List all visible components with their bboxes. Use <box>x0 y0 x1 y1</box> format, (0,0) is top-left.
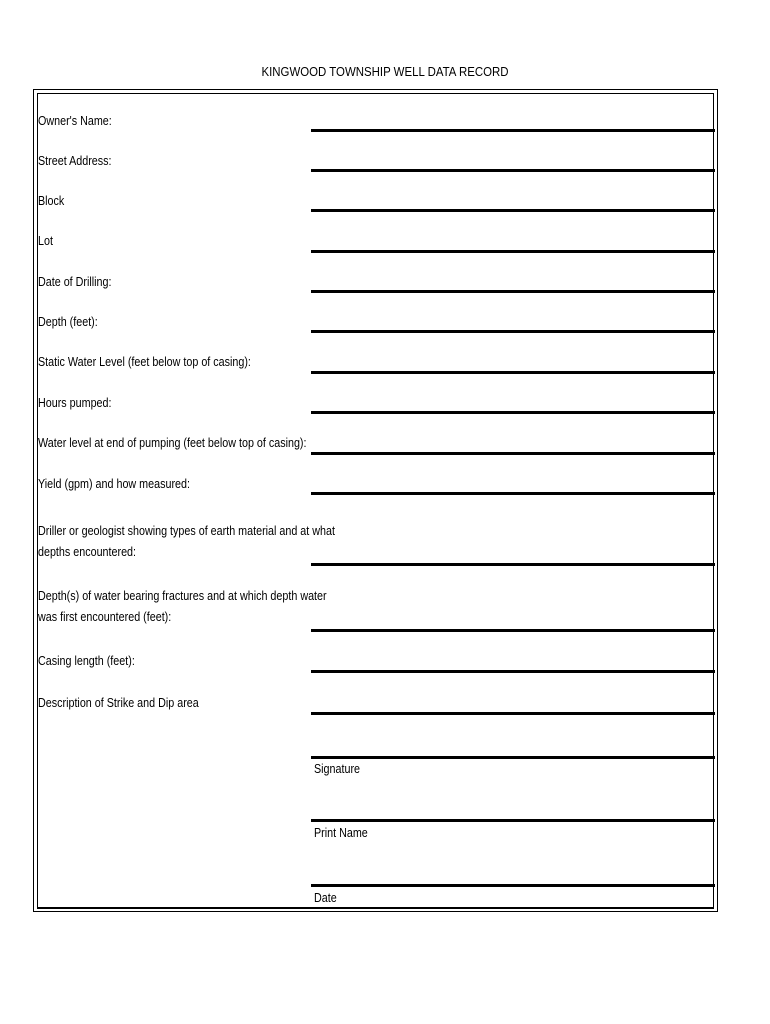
print-name-label: Print Name <box>314 826 368 840</box>
block-line[interactable] <box>311 209 715 212</box>
lot-line[interactable] <box>311 250 715 253</box>
owners-name-line[interactable] <box>311 129 715 132</box>
field-label-static-water-level: Static Water Level (feet below top of casing): <box>38 355 251 369</box>
form-bottom-divider <box>37 908 714 909</box>
signature-line[interactable] <box>311 756 715 759</box>
date-label: Date <box>314 891 337 905</box>
date-of-drilling-line[interactable] <box>311 290 715 293</box>
field-label-block: Block <box>38 194 65 208</box>
field-label-fractures-line1: Depth(s) of water bearing fractures and at which depth water <box>38 589 327 603</box>
static-water-level-line[interactable] <box>311 371 715 374</box>
field-label-strike-dip: Description of Strike and Dip area <box>38 696 199 710</box>
yield-line[interactable] <box>311 492 715 495</box>
field-label-fractures-line2: was first encountered (feet): <box>38 610 172 624</box>
field-label-owners-name: Owner's Name: <box>38 114 112 128</box>
water-level-end-line[interactable] <box>311 452 715 455</box>
field-label-depth: Depth (feet): <box>38 315 98 329</box>
field-label-hours-pumped: Hours pumped: <box>38 396 112 410</box>
field-label-lot: Lot <box>38 234 53 248</box>
field-label-water-level-end: Water level at end of pumping (feet below top of casing): <box>38 436 307 450</box>
form-title: KINGWOOD TOWNSHIP WELL DATA RECORD <box>261 64 509 79</box>
field-label-date-of-drilling: Date of Drilling: <box>38 275 112 289</box>
driller-line[interactable] <box>311 563 715 566</box>
street-address-line[interactable] <box>311 169 715 172</box>
field-label-yield: Yield (gpm) and how measured: <box>38 477 190 491</box>
field-label-street-address: Street Address: <box>38 154 112 168</box>
signature-label: Signature <box>314 762 361 776</box>
field-label-driller-line2: depths encountered: <box>38 545 137 559</box>
casing-length-line[interactable] <box>311 670 715 673</box>
field-label-casing-length: Casing length (feet): <box>38 654 135 668</box>
hours-pumped-line[interactable] <box>311 411 715 414</box>
depth-line[interactable] <box>311 330 715 333</box>
fractures-line[interactable] <box>311 629 715 632</box>
field-label-driller-line1: Driller or geologist showing types of earth material and at what <box>38 524 335 538</box>
date-line[interactable] <box>311 884 715 887</box>
strike-dip-line[interactable] <box>311 712 715 715</box>
form-frame-inner <box>37 93 714 908</box>
print-name-line[interactable] <box>311 819 715 822</box>
